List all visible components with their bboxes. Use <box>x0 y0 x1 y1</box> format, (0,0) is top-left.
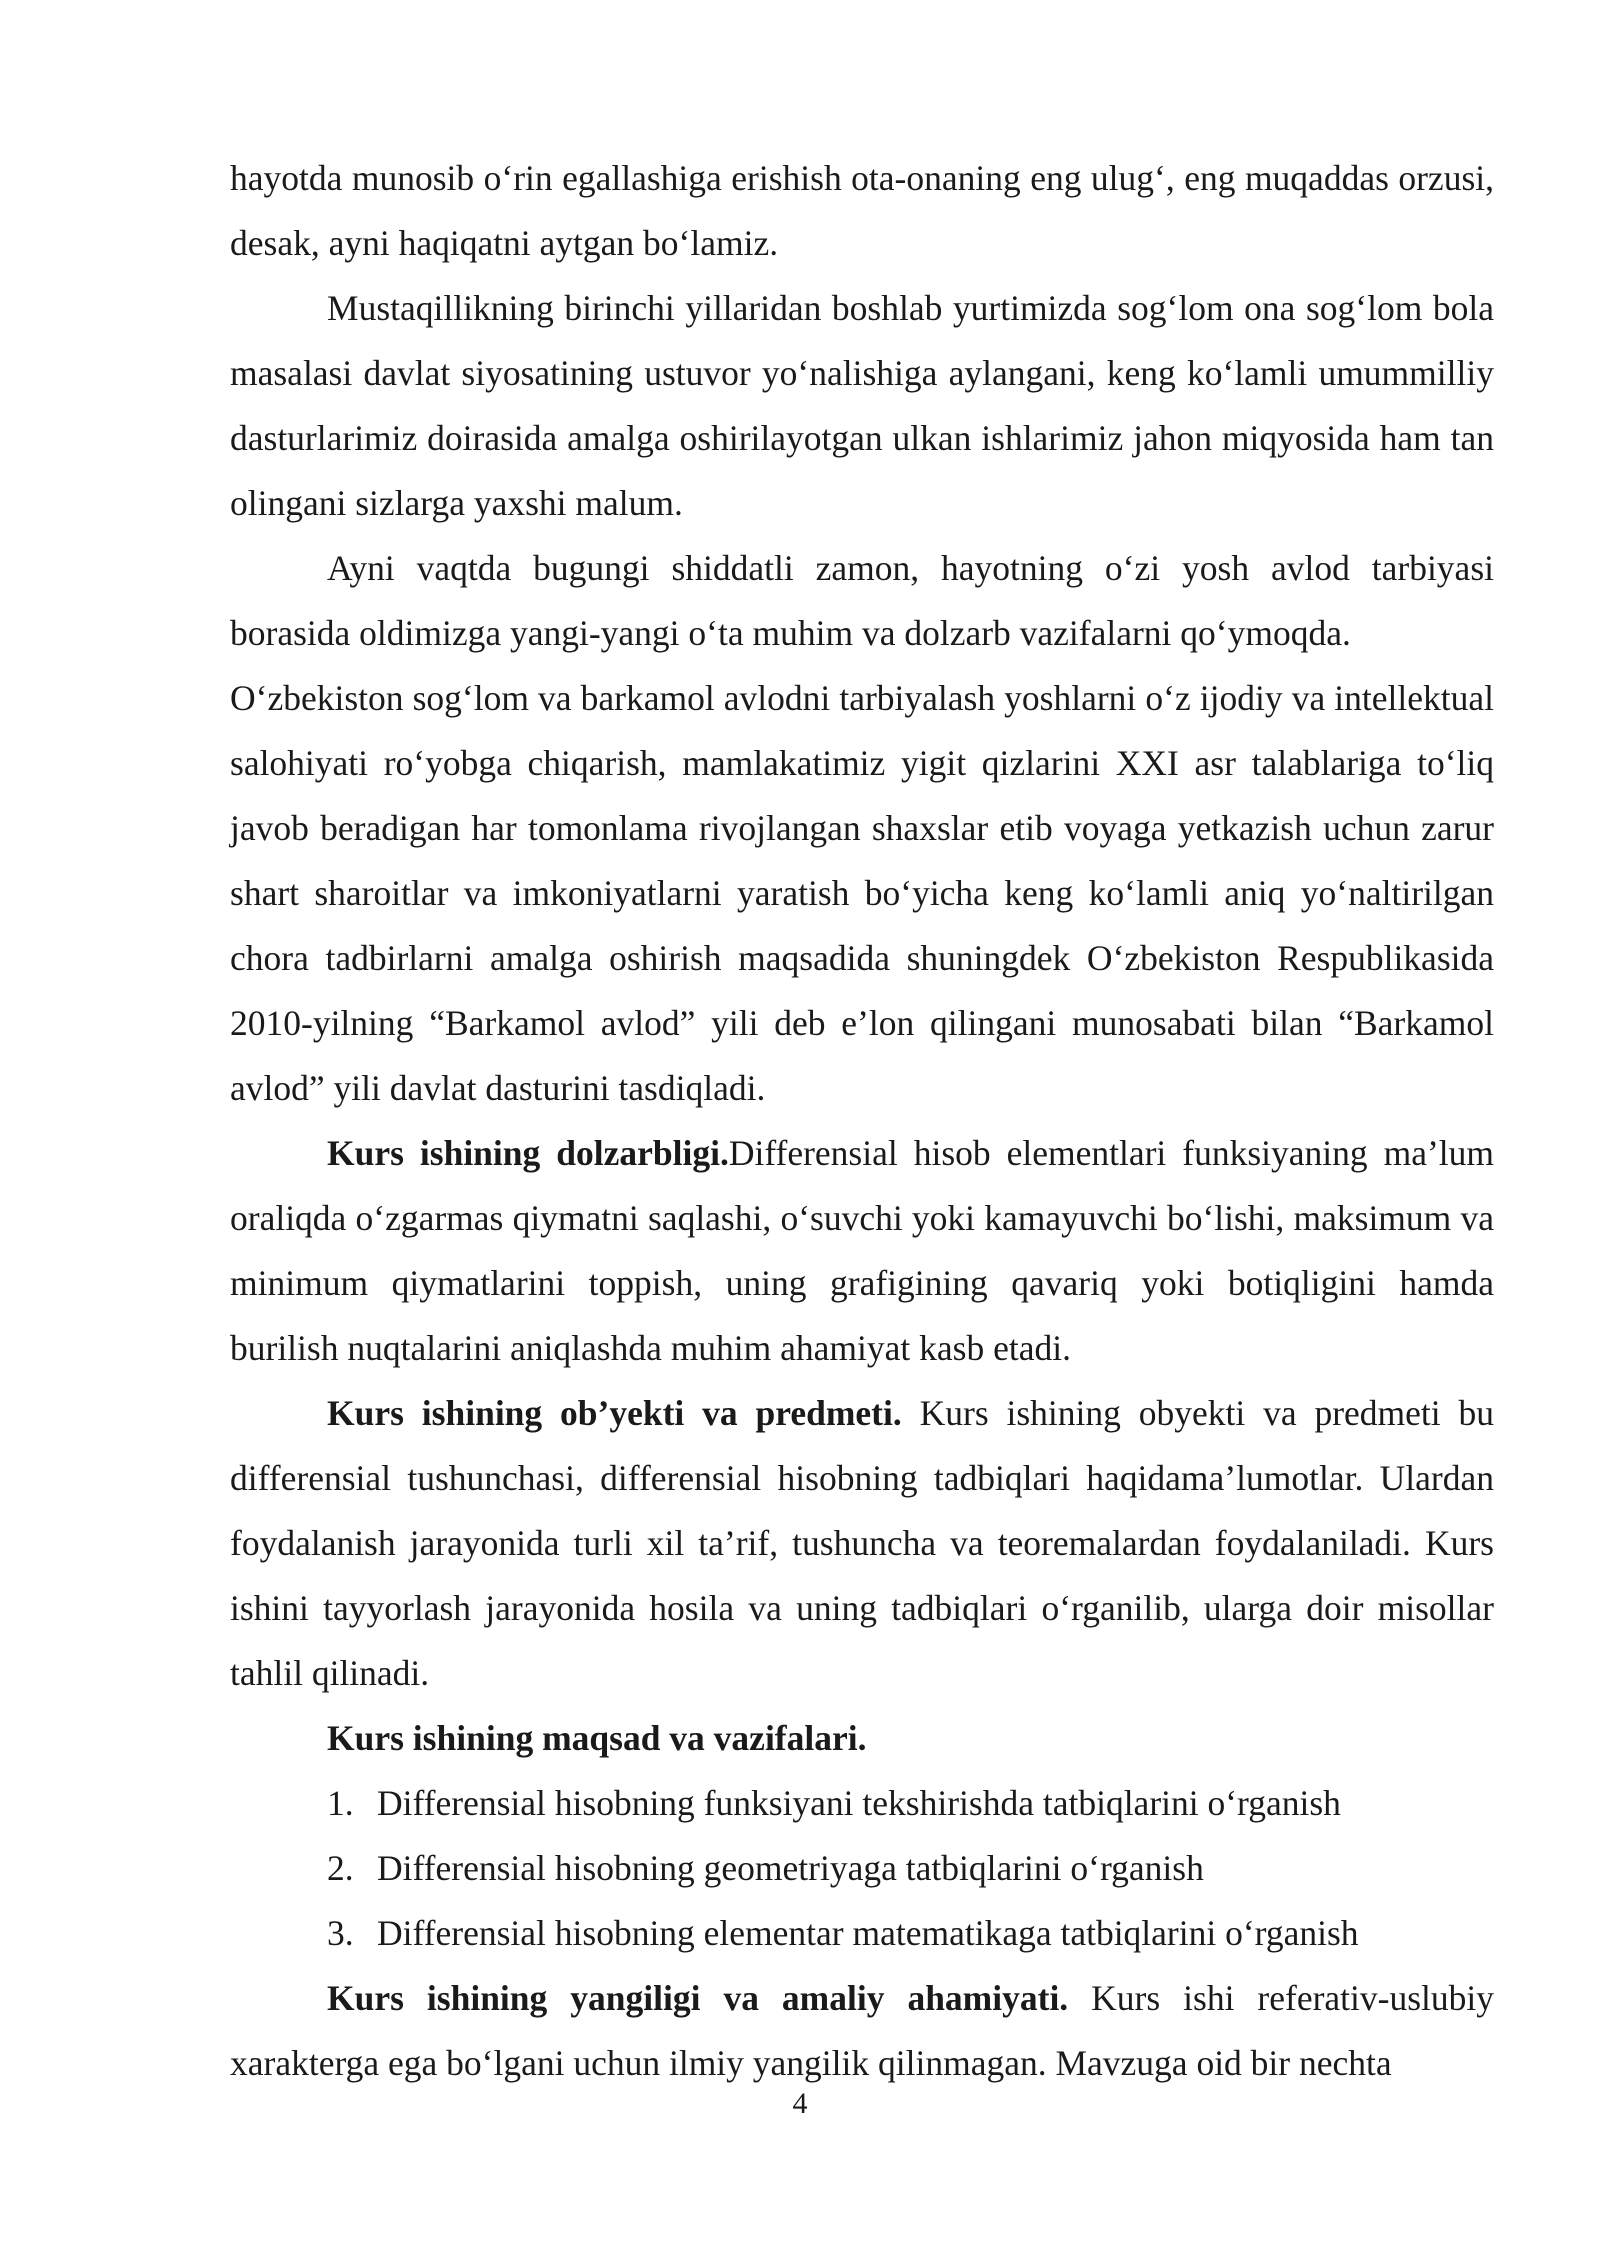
novelty-text: Kurs ishi referativ-uslubiy xarakterga ega bo‘lgani uchun ilmiy yangilik qilinmagan. Mavzuga oid bir nechta <box>230 1978 1495 2083</box>
page-body <box>230 146 1494 2096</box>
list-item <box>230 1836 1494 1901</box>
relevance-heading: Kurs ishining dolzarbligi. <box>327 1133 729 1173</box>
paragraph-current-times: Ayni vaqtda bugungi shiddatli zamon, hayotning o‘zi yosh avlod tarbiyasi borasida oldimizga yangi-yangi o‘ta muhim va dolzarb vazifalarni qo‘ymoqda. <box>230 548 1494 653</box>
object-subject-heading: Kurs ishining ob’yekti va predmeti. <box>327 1393 902 1433</box>
goals-heading: Kurs ishining maqsad va vazifalari. <box>327 1718 867 1758</box>
page-number: 4 <box>792 2087 808 2120</box>
list-item <box>230 1901 1494 1966</box>
paragraph-uzbekistan: O‘zbekiston sog‘lom va barkamol avlodni tarbiyalash yoshlarni o‘z ijodiy va intellektual salohiyati ro‘yobga chiqarish, mamlakatimiz yigit qizlarini XXI asr talablariga to‘liq javob beradigan har tomonlama rivojlangan shaxslar etib voyaga yetkazish uchun zarur shart sharoitlar va imkoniyatlarni yaratish bo‘yicha keng ko‘lamli aniq yo‘naltirilgan chora tadbirlarni amalga oshirish maqsadida shuningdek O‘zbekiston Respublikasida 2010-yilning “Barkamol avlod” yili deb e’lon qilingani munosabati bilan “Barkamol avlod” yili davlat dasturini tasdiqladi. <box>230 678 1494 1108</box>
object-subject-text: Kurs ishining obyekti va predmeti bu differensial tushunchasi, differensial hisobning tadbiqlari haqidama’lumotlar. Ulardan foydalanish jarayonida turli xil ta’rif, tushuncha va teoremalardan foydalaniladi. Kurs ishini tayyorlash jarayonida hosila va uning tadbiqlari o‘rganilib, ularga doir misollar tahlil qilinadi. <box>230 1393 1494 1693</box>
relevance-text: Differensial hisob elementlari funksiyaning ma’lum oraliqda o‘zgarmas qiymatni saqlashi, o‘suvchi yoki kamayuvchi bo‘lishi, maksimum va minimum qiymatlarini toppish, uning grafigining qavariq yoki botiqligini hamda burilish nuqtalarini aniqlashda muhim ahamiyat kasb etadi. <box>230 1133 1495 1368</box>
paragraph-independence: Mustaqillikning birinchi yillaridan boshlab yurtimizda sog‘lom ona sog‘lom bola masalasi davlat siyosatining ustuvor yo‘nalishiga aylangani, keng ko‘lamli umummilliy dasturlarimiz doirasida amalga oshirilayotgan ulkan ishlarimiz jahon miqyosida ham tan olingani sizlarga yaxshi malum. <box>230 288 1494 523</box>
novelty-heading: Kurs ishining yangiligi va amaliy ahamiyati. <box>327 1978 1069 2018</box>
list-item-number: 2. <box>327 1848 354 1888</box>
paragraph-object-subject <box>230 1381 1494 1706</box>
paragraph-goals <box>230 1706 1494 1771</box>
list-item-text: Differensial hisobning elementar matematikaga tatbiqlarini o‘rganish <box>377 1913 1359 1953</box>
paragraph-relevance <box>230 1121 1494 1381</box>
list-item <box>230 1771 1494 1836</box>
paragraph-novelty <box>230 1966 1494 2096</box>
list-item-number: 1. <box>327 1783 354 1823</box>
list-item-text: Differensial hisobning geometriyaga tatbiqlarini o‘rganish <box>377 1848 1204 1888</box>
list-item-text: Differensial hisobning funksiyani tekshirishda tatbiqlarini o‘rganish <box>377 1783 1341 1823</box>
list-item-number: 3. <box>327 1913 354 1953</box>
paragraph-continuation: hayotda munosib o‘rin egallashiga erishish ota-onaning eng ulug‘, eng muqaddas orzusi, desak, ayni haqiqatni aytgan bo‘lamiz. <box>230 158 1494 263</box>
